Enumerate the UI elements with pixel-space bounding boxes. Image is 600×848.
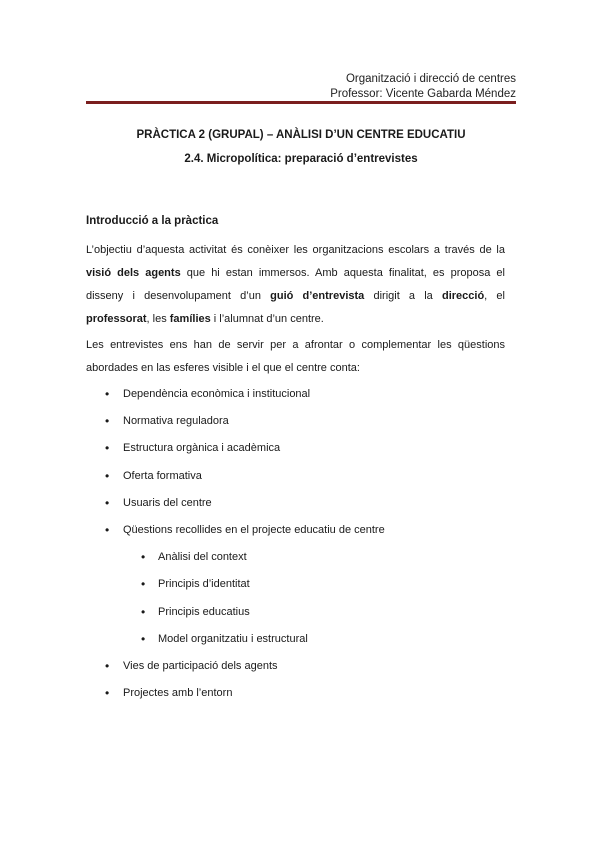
list-item: [86, 381, 516, 408]
p1-text-4: , el: [484, 290, 505, 302]
list-item-text: Estructura orgànica i acadèmica: [123, 442, 281, 455]
p1-text-1: L’objectiu d’aquesta activitat és conèixer les organitzacions escolars a través de la: [86, 244, 505, 256]
p1-text-6: i l’alumnat d’un centre.: [210, 313, 324, 325]
bullet-icon: •: [141, 550, 146, 565]
interviews-paragraph: Les entrevistes ens han de servir per a afrontar o complementar les qüestions abordades en las esferes visible i el que el centre conta:: [86, 339, 505, 374]
title-block: [86, 128, 516, 167]
p1-bold-families: famílies: [169, 313, 211, 325]
bullet-icon: •: [141, 604, 146, 619]
list-item: [86, 680, 516, 707]
sublist-item-text: Principis educatius: [158, 605, 250, 618]
list-item: [86, 435, 516, 462]
p1-bold-direction: direcció: [441, 290, 485, 302]
p1-text-5: , les: [146, 313, 170, 325]
sublist-item: [86, 544, 516, 571]
list-item-text: Oferta formativa: [123, 469, 202, 482]
document-title: PRÀCTICA 2 (GRUPAL) – ANÀLISI D’UN CENTRE EDUCATIU: [136, 129, 466, 141]
section-heading: Introducció a la pràctica: [86, 215, 219, 227]
bullet-icon: •: [105, 441, 110, 456]
bullet-icon: •: [105, 686, 110, 701]
header-professor: Professor: Vicente Gabarda Méndez: [330, 88, 516, 100]
sublist-item: [86, 626, 516, 653]
p1-text-3: dirigit a la: [364, 290, 442, 302]
list-item: [86, 463, 516, 490]
page-header: [330, 72, 516, 102]
list-item-text: Vies de participació dels agents: [123, 659, 278, 672]
intro-paragraph: [86, 239, 505, 331]
list-item: [86, 490, 516, 517]
bullet-icon: •: [105, 468, 110, 483]
topics-list: [86, 381, 516, 707]
header-course: Organització i direcció de centres: [345, 73, 516, 85]
list-item: [86, 517, 516, 544]
list-item-text: Dependència econòmica i institucional: [123, 388, 311, 400]
p1-bold-teachers: professorat: [86, 313, 147, 325]
bullet-icon: •: [141, 577, 146, 592]
sublist-item-text: Anàlisi del context: [158, 551, 247, 564]
p1-bold-vision: visió dels agents: [86, 267, 181, 279]
bullet-icon: •: [141, 631, 146, 646]
bullet-icon: •: [105, 387, 110, 401]
sublist-item-text: Principis d’identitat: [158, 578, 250, 591]
list-item-text: Normativa reguladora: [123, 415, 229, 428]
sublist-item: [86, 599, 516, 626]
sublist-item-text: Model organitzatiu i estructural: [158, 632, 308, 645]
list-item-text: Qüestions recollides en el projecte educatiu de centre: [123, 523, 385, 536]
list-item: [86, 653, 516, 680]
bullet-icon: •: [105, 658, 110, 673]
p1-text-2: que hi estan immersos. Amb aquesta finalitat, es proposa el disseny i desenvolupament d’un: [86, 267, 505, 302]
list-item: [86, 408, 516, 435]
document-subtitle: 2.4. Micropolítica: preparació d’entrevistes: [184, 153, 418, 165]
bullet-icon: •: [105, 522, 110, 537]
p1-bold-guide: guió d’entrevista: [270, 290, 365, 302]
list-item-text: Usuaris del centre: [123, 496, 212, 509]
list-item-text: Projectes amb l’entorn: [123, 687, 233, 700]
bullet-icon: •: [105, 414, 110, 429]
header-divider: [86, 101, 516, 104]
sublist-item: [86, 571, 516, 598]
bullet-icon: •: [105, 495, 110, 510]
